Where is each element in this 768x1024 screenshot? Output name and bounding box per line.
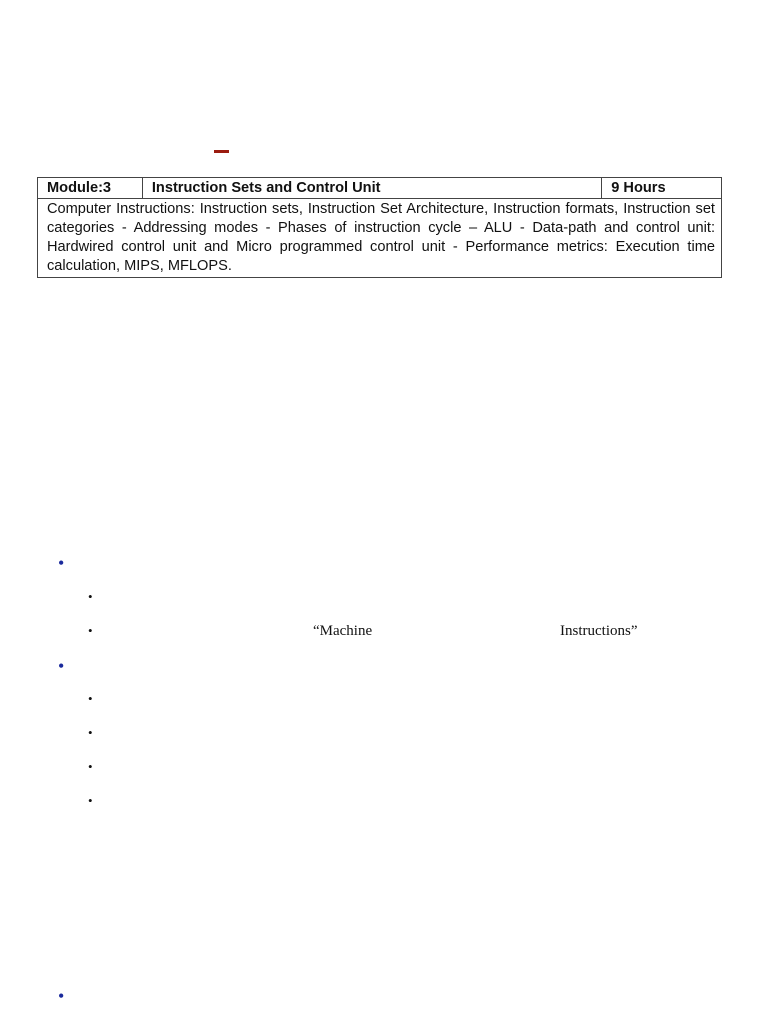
quote-instructions: Instructions” [560,623,638,639]
sub-bullet-point: • [88,759,93,774]
sub-bullet-point: • [88,691,93,706]
sub-bullet-point: • [88,793,93,808]
sub-bullet-point: • [88,623,93,638]
bullet-point: • [58,986,65,1006]
red-dash-mark [214,150,229,153]
module-table [37,177,722,278]
module-title: Instruction Sets and Control Unit [142,178,601,199]
sub-bullet-point: • [88,725,93,740]
module-hours: 9 Hours [602,178,722,199]
module-description: Computer Instructions: Instruction sets, Instruction Set Architecture, Instruction formats, Instruction set categories - Addressing modes - Phases of instruction cycle – ALU - Data-path and control unit: Hardwired control unit and Micro programmed control unit - Performance metrics: Execution time calculation, MIPS, MFLOPS. [38,199,722,278]
bullet-point: • [58,553,65,573]
module-header-row [38,178,722,199]
module-label: Module:3 [38,178,143,199]
quote-machine: “Machine [313,623,373,639]
module-body-row [38,199,722,278]
sub-bullet-point: • [88,589,93,604]
bullet-point: • [58,656,65,676]
